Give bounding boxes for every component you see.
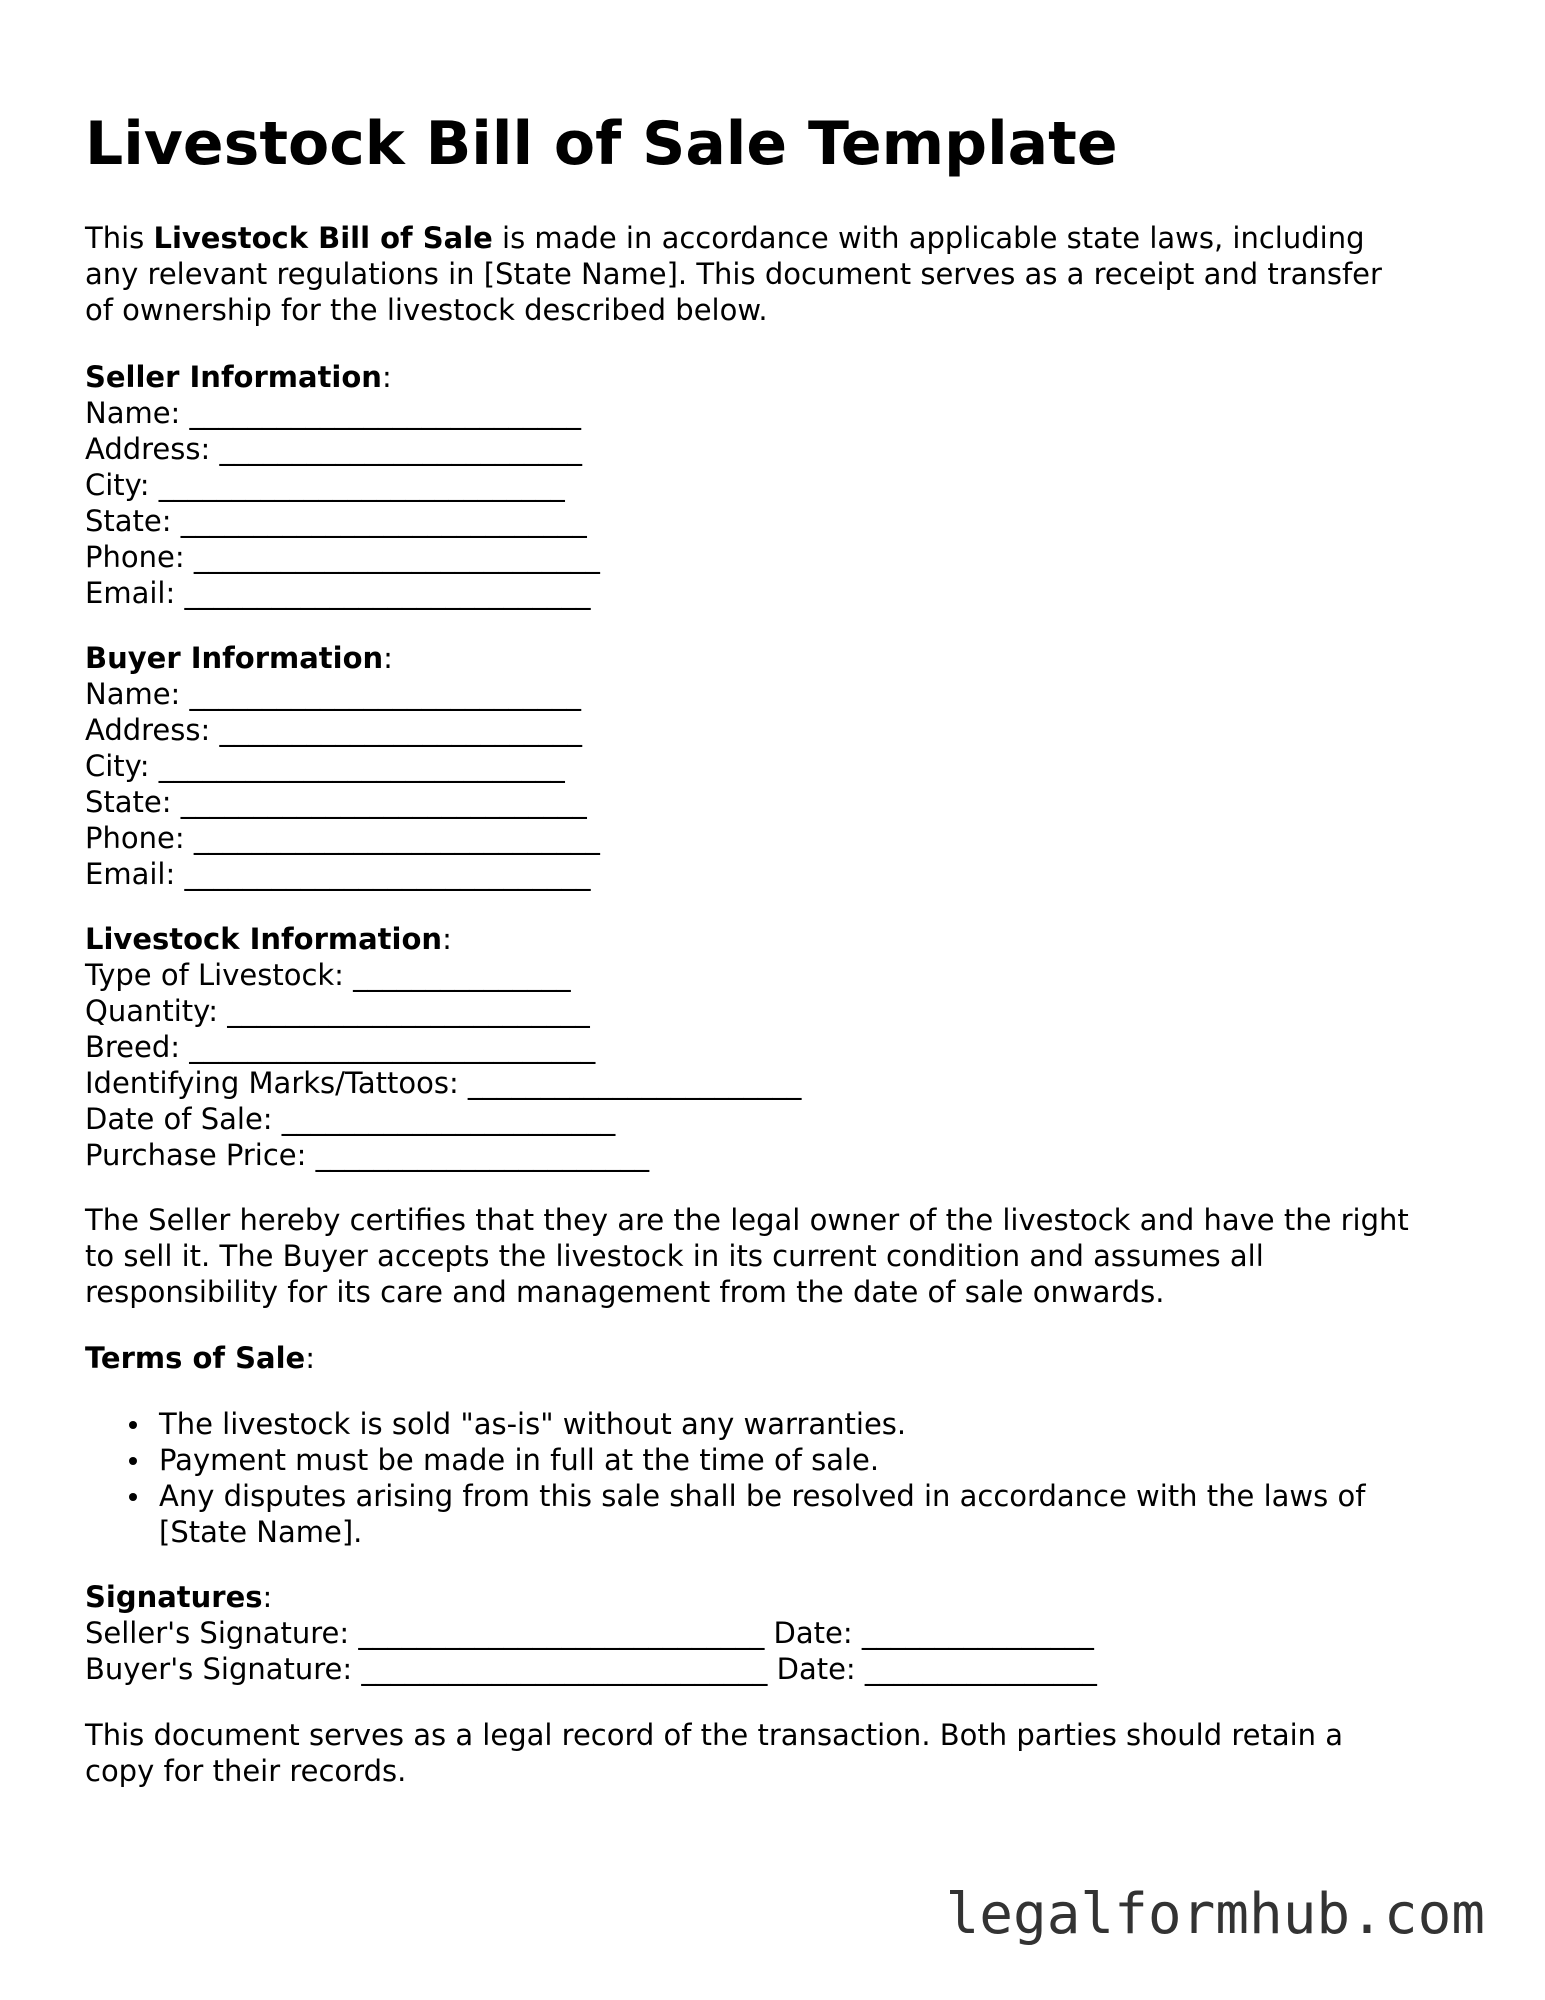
intro-line-2: any relevant regulations in [State Name]. This document serves as a receipt and transfer [85, 257, 1382, 291]
seller-heading-text: Seller Information [85, 360, 382, 394]
closing-paragraph [85, 1717, 1343, 1789]
certify-line-2: to sell it. The Buyer accepts the livestock in its current condition and assumes all [85, 1239, 1264, 1273]
terms-heading-colon: : [305, 1341, 315, 1375]
terms-item-2: Payment must be made in full at the time of sale. [159, 1443, 880, 1477]
seller-name-field[interactable]: Name: ___________________________ [85, 396, 582, 430]
seller-section [85, 359, 600, 611]
livestock-price-field[interactable]: Purchase Price: _______________________ [85, 1138, 650, 1172]
list-item [85, 1406, 1365, 1442]
terms-item-1: The livestock is sold "as-is" without any warranties. [159, 1407, 907, 1441]
livestock-quantity-field[interactable]: Quantity: _________________________ [85, 994, 590, 1028]
seller-email-field[interactable]: Email: ____________________________ [85, 576, 591, 610]
terms-heading [85, 1340, 315, 1376]
livestock-type-field[interactable]: Type of Livestock: _______________ [85, 958, 571, 992]
buyer-section [85, 640, 600, 892]
page-title: Livestock Bill of Sale Template [85, 109, 1118, 179]
livestock-heading-text: Livestock Information [85, 922, 443, 956]
intro-line-1 [85, 220, 1382, 256]
watermark-logo: legalformhub.com [945, 1882, 1485, 1947]
intro-line1-rest: is made in accordance with applicable state laws, including [492, 221, 1365, 255]
buyer-state-field[interactable]: State: ____________________________ [85, 785, 587, 819]
seller-city-field[interactable]: City: ____________________________ [85, 468, 565, 502]
certify-line-1: The Seller hereby certifies that they are the legal owner of the livestock and have the right [85, 1203, 1409, 1237]
intro-pre: This [85, 221, 154, 255]
livestock-heading-colon: : [442, 922, 452, 956]
terms-list [85, 1406, 1365, 1550]
seller-heading [85, 359, 600, 395]
buyer-email-field[interactable]: Email: ____________________________ [85, 857, 591, 891]
signatures-heading [85, 1579, 1097, 1615]
certification-paragraph [85, 1202, 1409, 1310]
intro-line-3: of ownership for the livestock described below. [85, 293, 768, 327]
buyer-name-field[interactable]: Name: ___________________________ [85, 677, 582, 711]
buyer-city-field[interactable]: City: ____________________________ [85, 749, 565, 783]
buyer-address-field[interactable]: Address: _________________________ [85, 713, 582, 747]
livestock-heading [85, 921, 801, 957]
seller-signature-field[interactable]: Seller's Signature: ____________________________ Date: ________________ [85, 1616, 1094, 1650]
livestock-marks-field[interactable]: Identifying Marks/Tattoos: _______________________ [85, 1066, 802, 1100]
signatures-section [85, 1579, 1097, 1687]
closing-line-1: This document serves as a legal record of the transaction. Both parties should retain a [85, 1718, 1344, 1752]
buyer-phone-field[interactable]: Phone: ____________________________ [85, 821, 600, 855]
livestock-date-field[interactable]: Date of Sale: _______________________ [85, 1102, 616, 1136]
buyer-heading [85, 640, 600, 676]
signatures-heading-colon: : [262, 1580, 273, 1614]
certify-line-3: responsibility for its care and management from the date of sale onwards. [85, 1275, 1165, 1309]
intro-paragraph [85, 220, 1382, 328]
intro-bold-term: Livestock Bill of Sale [153, 221, 493, 255]
seller-phone-field[interactable]: Phone: ____________________________ [85, 540, 600, 574]
list-item [85, 1478, 1365, 1550]
buyer-heading-text: Buyer Information [85, 641, 384, 675]
terms-item-3-cont: [State Name]. [159, 1515, 363, 1549]
list-item [85, 1442, 1365, 1478]
terms-item-3: Any disputes arising from this sale shall be resolved in accordance with the laws of [159, 1479, 1366, 1513]
signatures-heading-text: Signatures [85, 1580, 263, 1614]
livestock-breed-field[interactable]: Breed: ____________________________ [85, 1030, 596, 1064]
livestock-section [85, 921, 801, 1173]
seller-address-field[interactable]: Address: _________________________ [85, 432, 582, 466]
buyer-signature-field[interactable]: Buyer's Signature: ____________________________ Date: ________________ [85, 1652, 1097, 1686]
terms-heading-text: Terms of Sale [85, 1341, 306, 1375]
seller-state-field[interactable]: State: ____________________________ [85, 504, 587, 538]
seller-heading-colon: : [381, 360, 392, 394]
buyer-heading-colon: : [383, 641, 393, 675]
closing-line-2: copy for their records. [85, 1754, 407, 1788]
